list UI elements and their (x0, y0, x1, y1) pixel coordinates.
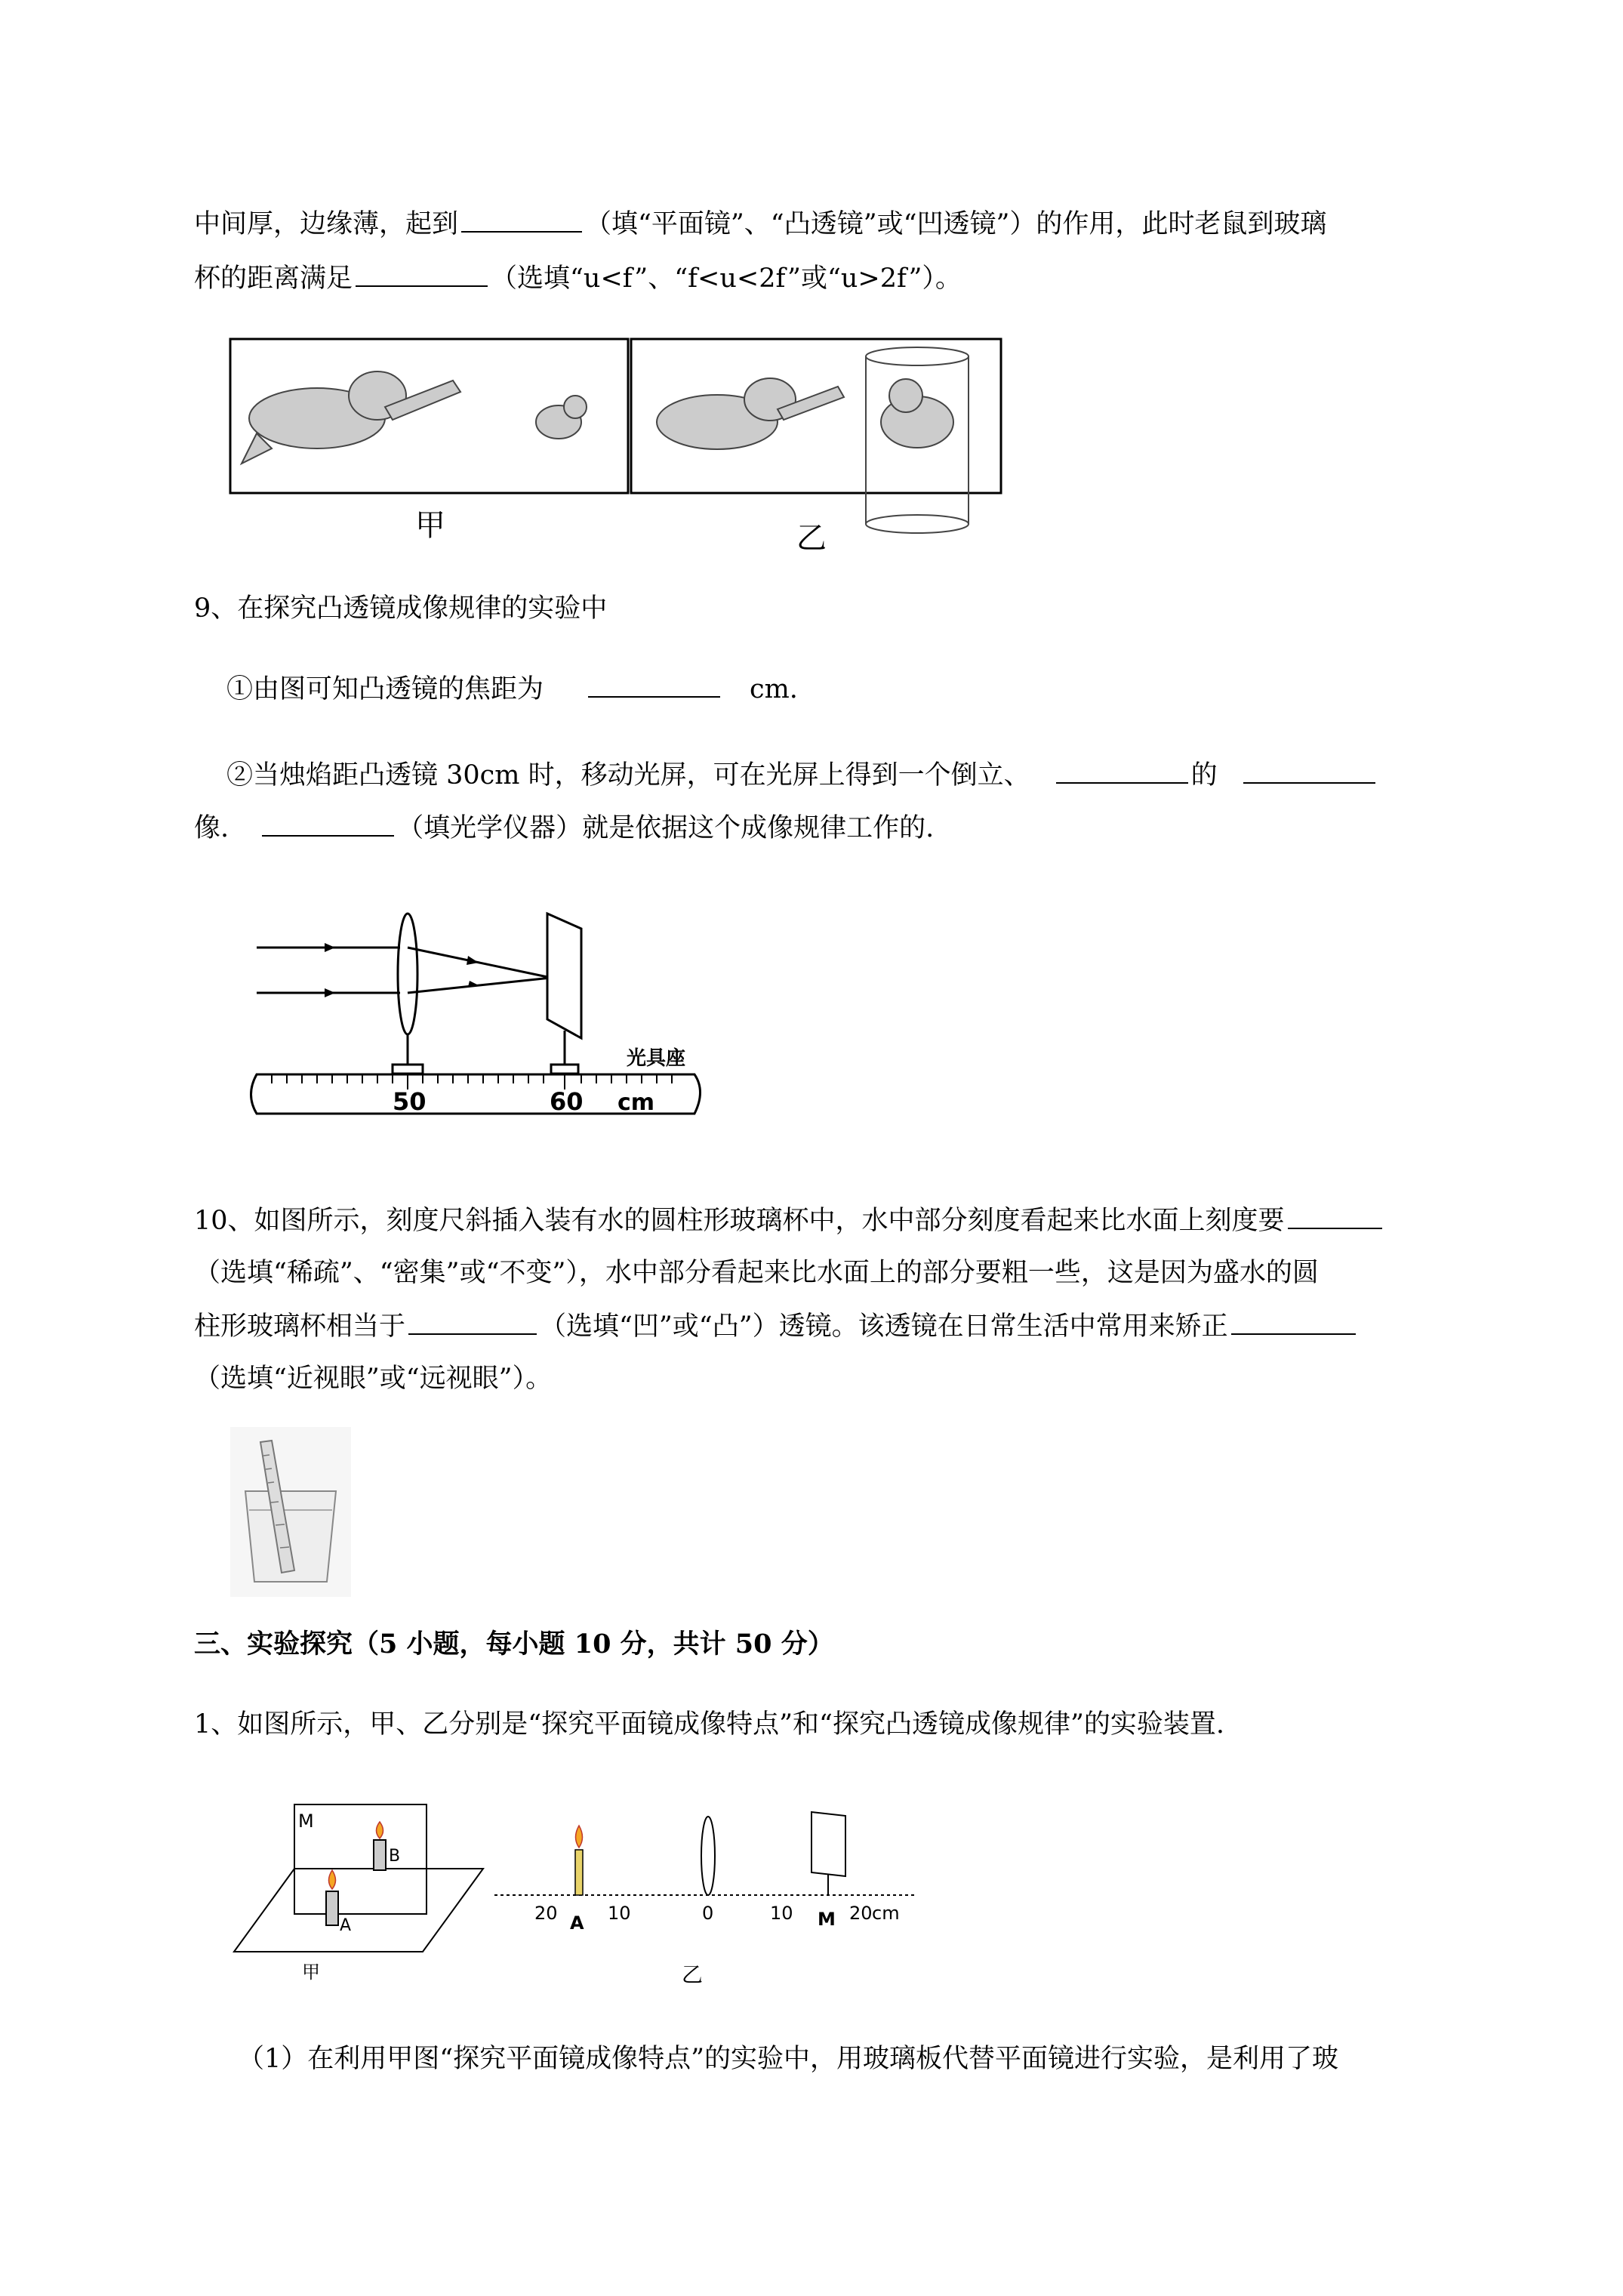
q10-line-2: （选填“稀疏”、“密集”或“不变”），水中部分看起来比水面上的部分要粗一些，这是因为盛水的圆 (194, 1258, 1319, 1288)
flame-icon (377, 1822, 383, 1838)
q9-part-3: 像. （填光学仪器）就是依据这个成像规律工作的. (194, 809, 934, 846)
q9-part-2: ②当烛焰距凸透镜 30cm 时，移动光屏，可在光屏上得到一个倒立、 的 (226, 757, 1378, 794)
q10-line-3: 柱形玻璃杯相当于 （选填“凹”或“凸”）透镜。该透镜在日常生活中常用来矫正 (194, 1308, 1359, 1345)
fig-label-yi: 乙 (682, 1962, 704, 1987)
exp1-question-1: （1）在利用甲图“探究平面镜成像特点”的实验中，用玻璃板代替平面镜进行实验，是利用了玻 (238, 2044, 1339, 2074)
candle-a (575, 1850, 583, 1895)
glass-with-mouse (866, 347, 969, 533)
answer-blank[interactable] (1243, 757, 1375, 784)
light-screen (547, 914, 581, 1038)
lens-stand (393, 1065, 423, 1074)
cat-illustration (242, 371, 460, 464)
answer-blank[interactable] (408, 1308, 537, 1335)
convex-lens (398, 914, 417, 1034)
bench-label: 光具座 (627, 1047, 686, 1070)
fig-label-jia: 甲 (415, 508, 445, 543)
label-m: M (818, 1909, 836, 1930)
answer-blank[interactable] (1288, 1202, 1382, 1229)
tick-label: 0 (702, 1903, 714, 1924)
answer-blank[interactable] (1056, 757, 1188, 784)
answer-blank[interactable] (461, 205, 582, 233)
tick-label: 20 (534, 1903, 558, 1924)
screen-stand (551, 1065, 578, 1074)
q8-line-2: 杯的距离满足 （选填“u<f”、“f<u<2f”或“u>2f”）。 (194, 260, 962, 297)
light-screen (812, 1812, 845, 1876)
q9-part-1: ①由图可知凸透镜的焦距为 cm. (226, 670, 798, 707)
glass-ruler-figure (230, 1427, 351, 1597)
candle-b (374, 1840, 386, 1870)
answer-blank[interactable] (1231, 1308, 1356, 1335)
plane-mirror-figure (234, 1801, 483, 1986)
tick-label-60: 60 (550, 1087, 584, 1116)
label-a: A (340, 1916, 352, 1935)
fig-label-jia: 甲 (302, 1962, 320, 1983)
label-a: A (570, 1912, 584, 1934)
flame-icon (576, 1826, 583, 1848)
tick-label: 10 (608, 1903, 631, 1924)
unit-label: cm (617, 1089, 655, 1116)
answer-blank[interactable] (588, 670, 720, 698)
section-3-title: 三、实验探究（5 小题，每小题 10 分，共计 50 分） (194, 1629, 834, 1660)
cat-illustration (657, 378, 844, 449)
q10-line-1: 10、如图所示，刻度尺斜插入装有水的圆柱形玻璃杯中，水中部分刻度看起来比水面上刻度要 (194, 1202, 1385, 1239)
q8-line-1: 中间厚，边缘薄，起到 （填“平面镜”、“凸透镜”或“凹透镜”）的作用，此时老鼠到玻璃 (194, 205, 1326, 242)
q10-line-4: （选填“近视眼”或“远视眼”）。 (194, 1364, 553, 1394)
label-m: M (298, 1811, 314, 1832)
answer-blank[interactable] (356, 260, 488, 287)
tick-label-50: 50 (393, 1087, 427, 1116)
unit-label: cm (872, 1903, 900, 1924)
candle-a (326, 1891, 338, 1925)
optical-bench-figure (249, 902, 732, 1129)
lens-scale-figure (494, 1797, 917, 2001)
label-b: B (389, 1847, 401, 1866)
mouse-illustration (536, 396, 587, 439)
light-ray (408, 948, 551, 978)
answer-blank[interactable] (262, 809, 394, 837)
tick-label: 10 (770, 1903, 793, 1924)
tom-jerry-figure (226, 335, 1004, 554)
q9-title: 9、在探究凸透镜成像规律的实验中 (194, 593, 608, 624)
light-ray (408, 978, 551, 993)
convex-lens (701, 1817, 715, 1895)
fig-label-yi: 乙 (796, 521, 827, 556)
table-plane (234, 1869, 483, 1952)
exp1-intro: 1、如图所示，甲、乙分别是“探究平面镜成像特点”和“探究凸透镜成像规律”的实验装置. (194, 1709, 1224, 1740)
tick-label: 20 (849, 1903, 873, 1924)
